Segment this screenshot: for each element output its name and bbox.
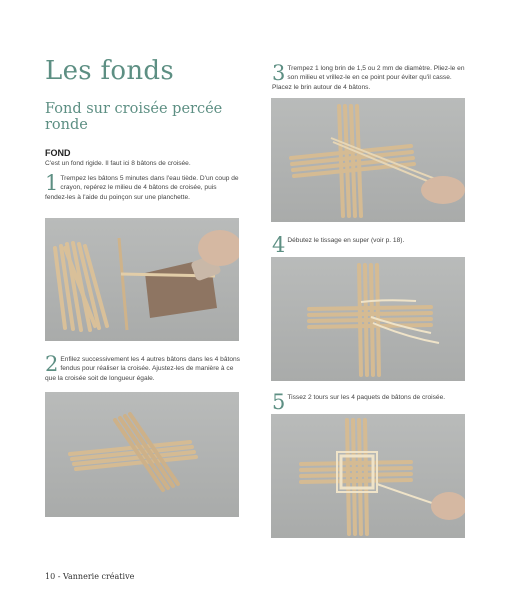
step-number: 4 xyxy=(272,233,286,257)
step-3 xyxy=(272,61,467,92)
page-footer: 10 - Vannerie créative xyxy=(45,572,135,581)
step-4 xyxy=(272,233,467,257)
step-number: 2 xyxy=(45,352,59,376)
photo-step-2 xyxy=(45,392,239,517)
intro-text: C'est un fond rigide. Il faut ici 8 bâtons de croisée. xyxy=(45,160,191,167)
step-number: 1 xyxy=(45,171,59,195)
step-text: Enfilez successivement les 4 autres bâtons dans les 4 bâtons fendus pour réaliser la croisée. Ajustez-les de manière à ce que la croisée soit de longueur égale. xyxy=(45,356,240,382)
photo-step-1 xyxy=(45,218,239,341)
page-title: Les fonds xyxy=(45,56,174,86)
step-text: Tissez 2 tours sur les 4 paquets de bâtons de croisée. xyxy=(287,394,446,401)
step-text: Trempez les bâtons 5 minutes dans l'eau tiède. D'un coup de crayon, repérez le milieu de 4 bâtons de croisée, puis fendez-les à l'aide du poinçon sur une planchette. xyxy=(45,175,239,201)
step-number: 3 xyxy=(272,61,286,85)
step-5 xyxy=(272,390,467,414)
photo-step-3 xyxy=(271,98,465,222)
step-number: 5 xyxy=(272,390,286,414)
photo-step-4 xyxy=(271,257,465,381)
section-label: FOND xyxy=(45,148,71,158)
step-text: Trempez 1 long brin de 1,5 ou 2 mm de diamètre. Pliez-le en son milieu et vrillez-le en ce point pour éviter qu'il casse. Placez le brin autour de 4 bâtons. xyxy=(272,65,465,91)
photo-step-5 xyxy=(271,414,465,538)
step-1 xyxy=(45,171,240,202)
step-text: Débutez le tissage en super (voir p. 18). xyxy=(287,237,405,244)
section-subtitle: Fond sur croisée percée ronde xyxy=(45,101,223,133)
step-2 xyxy=(45,352,240,383)
